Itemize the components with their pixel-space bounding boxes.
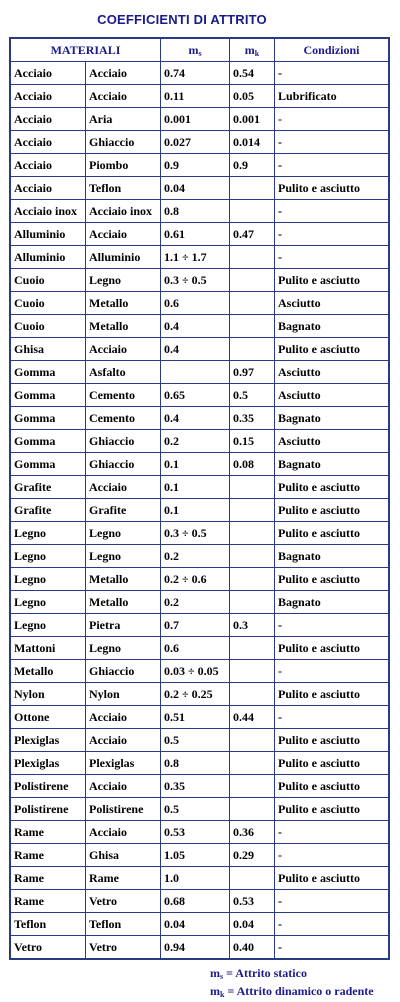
kinetic-coefficient-cell — [230, 798, 275, 821]
kinetic-coefficient-cell: 0.5 — [230, 384, 275, 407]
material-a-cell: Alluminio — [11, 223, 86, 246]
legend-ms-letter: m — [210, 966, 220, 980]
static-coefficient-cell: 0.61 — [161, 223, 230, 246]
header-condizioni: Condizioni — [275, 39, 389, 62]
condition-cell: Asciutto — [275, 384, 389, 407]
static-coefficient-cell: 0.7 — [161, 614, 230, 637]
condition-cell: Asciutto — [275, 361, 389, 384]
table-row — [11, 62, 389, 85]
material-b-cell: Legno — [86, 269, 161, 292]
static-coefficient-cell: 0.2 ÷ 0.6 — [161, 568, 230, 591]
kinetic-coefficient-cell — [230, 637, 275, 660]
material-b-cell: Aria — [86, 108, 161, 131]
static-coefficient-cell: 1.05 — [161, 844, 230, 867]
table-row — [11, 453, 389, 476]
kinetic-coefficient-cell: 0.40 — [230, 936, 275, 959]
table-row — [11, 430, 389, 453]
material-b-cell: Acciaio — [86, 706, 161, 729]
material-b-cell: Alluminio — [86, 246, 161, 269]
condition-cell: - — [275, 614, 389, 637]
condition-cell: - — [275, 131, 389, 154]
condition-cell: - — [275, 223, 389, 246]
legend-ms-subscript: s — [220, 972, 224, 981]
kinetic-coefficient-cell — [230, 292, 275, 315]
condition-cell: Pulito e asciutto — [275, 867, 389, 890]
kinetic-coefficient-cell: 0.44 — [230, 706, 275, 729]
table-row — [11, 292, 389, 315]
kinetic-coefficient-cell — [230, 568, 275, 591]
kinetic-coefficient-cell — [230, 591, 275, 614]
static-coefficient-cell: 0.4 — [161, 315, 230, 338]
condition-cell: Pulito e asciutto — [275, 269, 389, 292]
condition-cell: - — [275, 936, 389, 959]
table-row — [11, 499, 389, 522]
material-a-cell: Acciaio — [11, 85, 86, 108]
condition-cell: Pulito e asciutto — [275, 499, 389, 522]
kinetic-coefficient-cell: 0.3 — [230, 614, 275, 637]
static-coefficient-cell: 0.51 — [161, 706, 230, 729]
header-mk-subscript: k — [254, 48, 260, 58]
static-coefficient-cell: 0.2 — [161, 545, 230, 568]
legend-mk-text: = Attrito dinamico o radente — [224, 984, 374, 998]
condition-cell: Pulito e asciutto — [275, 338, 389, 361]
condition-cell: Pulito e asciutto — [275, 683, 389, 706]
material-a-cell: Rame — [11, 867, 86, 890]
material-b-cell: Legno — [86, 545, 161, 568]
kinetic-coefficient-cell — [230, 752, 275, 775]
material-b-cell: Legno — [86, 637, 161, 660]
kinetic-coefficient-cell: 0.014 — [230, 131, 275, 154]
material-a-cell: Ghisa — [11, 338, 86, 361]
kinetic-coefficient-cell — [230, 338, 275, 361]
kinetic-coefficient-cell — [230, 269, 275, 292]
table-row — [11, 936, 389, 959]
static-coefficient-cell — [161, 361, 230, 384]
condition-cell: - — [275, 660, 389, 683]
material-a-cell: Rame — [11, 890, 86, 913]
condition-cell: Asciutto — [275, 292, 389, 315]
header-static-coefficient — [161, 39, 230, 62]
static-coefficient-cell: 0.04 — [161, 177, 230, 200]
material-b-cell: Acciaio — [86, 223, 161, 246]
material-a-cell: Vetro — [11, 936, 86, 959]
material-b-cell: Acciaio — [86, 476, 161, 499]
static-coefficient-cell: 0.001 — [161, 108, 230, 131]
table-row — [11, 246, 389, 269]
material-a-cell: Legno — [11, 522, 86, 545]
kinetic-coefficient-cell — [230, 683, 275, 706]
static-coefficient-cell: 0.35 — [161, 775, 230, 798]
table-row — [11, 154, 389, 177]
table-row — [11, 867, 389, 890]
material-a-cell: Grafite — [11, 476, 86, 499]
material-a-cell: Gomma — [11, 384, 86, 407]
friction-table — [9, 37, 390, 960]
legend-ms-text: = Attrito statico — [223, 966, 307, 980]
legend-kinetic — [210, 984, 374, 1002]
table-row — [11, 223, 389, 246]
table-row — [11, 200, 389, 223]
material-b-cell: Acciaio — [86, 729, 161, 752]
material-a-cell: Acciaio — [11, 108, 86, 131]
material-b-cell: Polistirene — [86, 798, 161, 821]
condition-cell: Pulito e asciutto — [275, 798, 389, 821]
static-coefficient-cell: 0.6 — [161, 292, 230, 315]
table-row — [11, 131, 389, 154]
material-a-cell: Legno — [11, 614, 86, 637]
table-row — [11, 683, 389, 706]
table-row — [11, 890, 389, 913]
condition-cell: Pulito e asciutto — [275, 522, 389, 545]
condition-cell: - — [275, 890, 389, 913]
kinetic-coefficient-cell — [230, 729, 275, 752]
condition-cell: - — [275, 821, 389, 844]
condition-cell: Pulito e asciutto — [275, 476, 389, 499]
material-a-cell: Acciaio — [11, 131, 86, 154]
static-coefficient-cell: 0.74 — [161, 62, 230, 85]
table-row — [11, 315, 389, 338]
condition-cell: Bagnato — [275, 407, 389, 430]
material-b-cell: Vetro — [86, 936, 161, 959]
material-a-cell: Legno — [11, 568, 86, 591]
condition-cell: Pulito e asciutto — [275, 775, 389, 798]
condition-cell: Pulito e asciutto — [275, 177, 389, 200]
kinetic-coefficient-cell — [230, 476, 275, 499]
material-b-cell: Plexiglas — [86, 752, 161, 775]
condition-cell: - — [275, 913, 389, 936]
condition-cell: Bagnato — [275, 591, 389, 614]
table-row — [11, 269, 389, 292]
material-b-cell: Ghiaccio — [86, 430, 161, 453]
material-a-cell: Cuoio — [11, 292, 86, 315]
table-row — [11, 637, 389, 660]
condition-cell: Pulito e asciutto — [275, 637, 389, 660]
condition-cell: Pulito e asciutto — [275, 568, 389, 591]
material-b-cell: Vetro — [86, 890, 161, 913]
static-coefficient-cell: 0.04 — [161, 913, 230, 936]
material-a-cell: Mattoni — [11, 637, 86, 660]
material-b-cell: Cemento — [86, 407, 161, 430]
material-b-cell: Teflon — [86, 913, 161, 936]
table-row — [11, 614, 389, 637]
material-b-cell: Ghisa — [86, 844, 161, 867]
static-coefficient-cell: 1.0 — [161, 867, 230, 890]
material-b-cell: Grafite — [86, 499, 161, 522]
material-b-cell: Rame — [86, 867, 161, 890]
material-a-cell: Grafite — [11, 499, 86, 522]
static-coefficient-cell: 1.1 ÷ 1.7 — [161, 246, 230, 269]
static-coefficient-cell: 0.9 — [161, 154, 230, 177]
condition-cell: - — [275, 246, 389, 269]
material-b-cell: Pietra — [86, 614, 161, 637]
material-b-cell: Acciaio inox — [86, 200, 161, 223]
static-coefficient-cell: 0.6 — [161, 637, 230, 660]
static-coefficient-cell: 0.53 — [161, 821, 230, 844]
kinetic-coefficient-cell — [230, 200, 275, 223]
material-a-cell: Cuoio — [11, 315, 86, 338]
condition-cell: Pulito e asciutto — [275, 752, 389, 775]
material-b-cell: Ghiaccio — [86, 453, 161, 476]
static-coefficient-cell: 0.8 — [161, 200, 230, 223]
kinetic-coefficient-cell — [230, 522, 275, 545]
kinetic-coefficient-cell: 0.29 — [230, 844, 275, 867]
material-a-cell: Polistirene — [11, 775, 86, 798]
table-header-row — [11, 39, 389, 62]
material-b-cell: Metallo — [86, 292, 161, 315]
table-row — [11, 384, 389, 407]
static-coefficient-cell: 0.3 ÷ 0.5 — [161, 269, 230, 292]
material-a-cell: Gomma — [11, 407, 86, 430]
kinetic-coefficient-cell: 0.53 — [230, 890, 275, 913]
material-b-cell: Acciaio — [86, 62, 161, 85]
legend-mk-letter: m — [210, 984, 220, 998]
material-a-cell: Rame — [11, 844, 86, 867]
kinetic-coefficient-cell: 0.04 — [230, 913, 275, 936]
kinetic-coefficient-cell: 0.97 — [230, 361, 275, 384]
kinetic-coefficient-cell: 0.08 — [230, 453, 275, 476]
condition-cell: - — [275, 154, 389, 177]
page-title: COEFFICIENTI DI ATTRITO — [97, 12, 267, 27]
material-a-cell: Gomma — [11, 430, 86, 453]
static-coefficient-cell: 0.2 — [161, 591, 230, 614]
static-coefficient-cell: 0.5 — [161, 798, 230, 821]
table-row — [11, 545, 389, 568]
material-a-cell: Acciaio — [11, 177, 86, 200]
kinetic-coefficient-cell: 0.47 — [230, 223, 275, 246]
static-coefficient-cell: 0.03 ÷ 0.05 — [161, 660, 230, 683]
material-b-cell: Acciaio — [86, 338, 161, 361]
material-a-cell: Alluminio — [11, 246, 86, 269]
static-coefficient-cell: 0.3 ÷ 0.5 — [161, 522, 230, 545]
condition-cell: Bagnato — [275, 545, 389, 568]
material-b-cell: Cemento — [86, 384, 161, 407]
material-a-cell: Acciaio inox — [11, 200, 86, 223]
condition-cell: - — [275, 844, 389, 867]
static-coefficient-cell: 0.027 — [161, 131, 230, 154]
table-row — [11, 407, 389, 430]
condition-cell: Pulito e asciutto — [275, 729, 389, 752]
static-coefficient-cell: 0.1 — [161, 499, 230, 522]
static-coefficient-cell: 0.65 — [161, 384, 230, 407]
material-a-cell: Plexiglas — [11, 752, 86, 775]
material-b-cell: Legno — [86, 522, 161, 545]
material-a-cell: Ottone — [11, 706, 86, 729]
material-b-cell: Acciaio — [86, 85, 161, 108]
kinetic-coefficient-cell — [230, 775, 275, 798]
static-coefficient-cell: 0.8 — [161, 752, 230, 775]
material-b-cell: Acciaio — [86, 775, 161, 798]
table-row — [11, 568, 389, 591]
material-b-cell: Piombo — [86, 154, 161, 177]
table-row — [11, 476, 389, 499]
kinetic-coefficient-cell — [230, 867, 275, 890]
material-a-cell: Plexiglas — [11, 729, 86, 752]
material-b-cell: Metallo — [86, 315, 161, 338]
table-row — [11, 85, 389, 108]
material-a-cell: Rame — [11, 821, 86, 844]
material-b-cell: Ghiaccio — [86, 660, 161, 683]
material-b-cell: Ghiaccio — [86, 131, 161, 154]
table-row — [11, 338, 389, 361]
condition-cell: Bagnato — [275, 453, 389, 476]
static-coefficient-cell: 0.1 — [161, 453, 230, 476]
condition-cell: - — [275, 200, 389, 223]
table-row — [11, 821, 389, 844]
material-a-cell: Acciaio — [11, 154, 86, 177]
header-mk-letter: m — [244, 42, 255, 57]
kinetic-coefficient-cell: 0.05 — [230, 85, 275, 108]
header-ms-subscript: s — [198, 48, 202, 58]
header-materiali: MATERIALI — [11, 39, 161, 62]
table-row — [11, 775, 389, 798]
static-coefficient-cell: 0.4 — [161, 338, 230, 361]
material-b-cell: Metallo — [86, 591, 161, 614]
kinetic-coefficient-cell — [230, 315, 275, 338]
material-a-cell: Gomma — [11, 361, 86, 384]
static-coefficient-cell: 0.2 — [161, 430, 230, 453]
table-row — [11, 752, 389, 775]
static-coefficient-cell: 0.1 — [161, 476, 230, 499]
condition-cell: - — [275, 108, 389, 131]
condition-cell: - — [275, 706, 389, 729]
condition-cell: Bagnato — [275, 315, 389, 338]
table-row — [11, 798, 389, 821]
material-a-cell: Acciaio — [11, 62, 86, 85]
material-a-cell: Cuoio — [11, 269, 86, 292]
material-b-cell: Nylon — [86, 683, 161, 706]
kinetic-coefficient-cell: 0.001 — [230, 108, 275, 131]
table-row — [11, 913, 389, 936]
kinetic-coefficient-cell — [230, 499, 275, 522]
header-ms-letter: m — [188, 42, 199, 57]
kinetic-coefficient-cell — [230, 177, 275, 200]
material-a-cell: Legno — [11, 545, 86, 568]
static-coefficient-cell: 0.4 — [161, 407, 230, 430]
table-row — [11, 591, 389, 614]
static-coefficient-cell: 0.68 — [161, 890, 230, 913]
table-row — [11, 706, 389, 729]
table-row — [11, 108, 389, 131]
kinetic-coefficient-cell — [230, 545, 275, 568]
table-row — [11, 361, 389, 384]
header-kinetic-coefficient — [230, 39, 275, 62]
kinetic-coefficient-cell: 0.54 — [230, 62, 275, 85]
kinetic-coefficient-cell: 0.9 — [230, 154, 275, 177]
kinetic-coefficient-cell: 0.15 — [230, 430, 275, 453]
table-body — [11, 62, 389, 959]
static-coefficient-cell: 0.5 — [161, 729, 230, 752]
material-b-cell: Metallo — [86, 568, 161, 591]
static-coefficient-cell: 0.94 — [161, 936, 230, 959]
table-row — [11, 844, 389, 867]
material-b-cell: Teflon — [86, 177, 161, 200]
kinetic-coefficient-cell: 0.35 — [230, 407, 275, 430]
material-b-cell: Acciaio — [86, 821, 161, 844]
static-coefficient-cell: 0.11 — [161, 85, 230, 108]
material-b-cell: Asfalto — [86, 361, 161, 384]
material-a-cell: Polistirene — [11, 798, 86, 821]
table-row — [11, 729, 389, 752]
table-row — [11, 177, 389, 200]
legend-mk-subscript: k — [220, 990, 225, 999]
legend — [210, 966, 374, 1002]
condition-cell: Lubrificato — [275, 85, 389, 108]
kinetic-coefficient-cell — [230, 660, 275, 683]
material-a-cell: Gomma — [11, 453, 86, 476]
condition-cell: Asciutto — [275, 430, 389, 453]
static-coefficient-cell: 0.2 ÷ 0.25 — [161, 683, 230, 706]
material-a-cell: Metallo — [11, 660, 86, 683]
kinetic-coefficient-cell — [230, 246, 275, 269]
material-a-cell: Legno — [11, 591, 86, 614]
material-a-cell: Nylon — [11, 683, 86, 706]
condition-cell: - — [275, 62, 389, 85]
legend-static — [210, 966, 374, 984]
table-row — [11, 660, 389, 683]
table-row — [11, 522, 389, 545]
material-a-cell: Teflon — [11, 913, 86, 936]
kinetic-coefficient-cell: 0.36 — [230, 821, 275, 844]
